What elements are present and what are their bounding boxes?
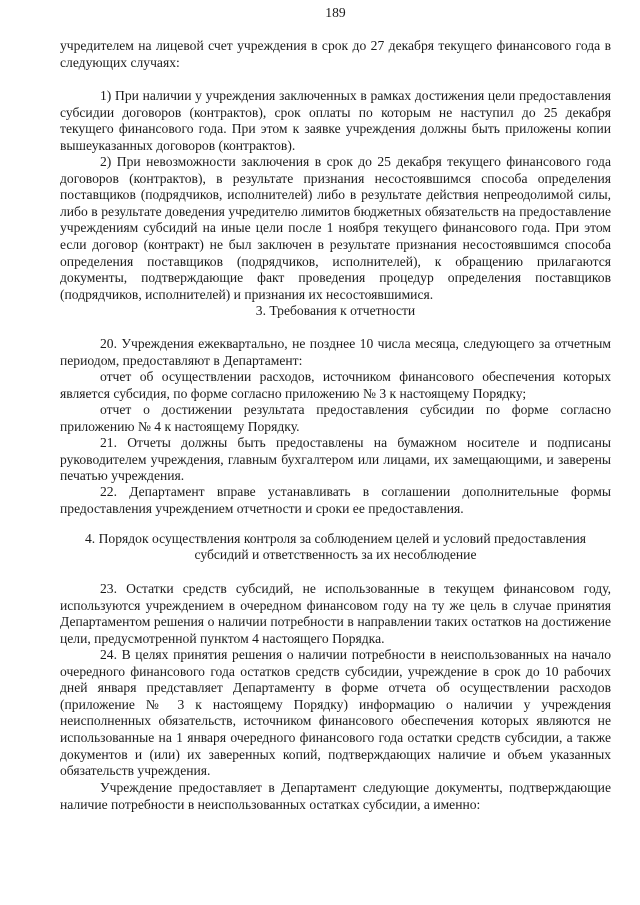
paragraph-22: 22. Департамент вправе устанавливать в соглашении дополнительные формы предоставления учреждением отчетности и сроки ее предоставления.: [60, 484, 611, 516]
paragraph-item-1: 1) При наличии у учреждения заключенных в рамках достижения цели предоставления субсидии договоров (контрактов), срок оплаты по которым не наступил до 25 декабря текущего финансового года. При этом к заявке учреждения должны быть приложены копии вышеуказанных договоров (контрактов).: [60, 88, 611, 153]
paragraph-23: 23. Остатки средств субсидий, не использованные в текущем финансовом году, используются учреждением в очередном финансовом году на ту же цель в случае принятия Департаментом решения о наличии потребности в направлении таких остатков на достижение цели, предусмотренной пунктом 4 настоящего Порядка.: [60, 581, 611, 646]
paragraph-intro: учредителем на лицевой счет учреждения в срок до 27 декабря текущего финансового года в следующих случаях:: [60, 38, 611, 70]
section-heading-4-line-1: 4. Порядок осуществления контроля за соблюдением целей и условий предоставления: [84, 531, 587, 546]
paragraph-24: 24. В целях принятия решения о наличии потребности в неиспользованных на начало очередного финансового года остатков средств субсидии, учреждение в срок до 10 рабочих дней января представляет Департаменту в форме отчета об осуществлении расходов (приложение № 3 к настоящему Порядку) информацию о наличии у учреждения неисполненных обязательств, источником финансового обеспечения которых являются не использованные на 1 января очередного финансового года остатки средств субсидии, а также документов и (или) их заверенных копий, подтверждающих наличие и объем указанных обязательств учреждения.: [60, 647, 611, 779]
paragraph-item-2: 2) При невозможности заключения в срок до 25 декабря текущего финансового года договоров (контрактов), в результате признания несостоявшимся способа определения поставщиков (подрядчиков, исполнителей) либо в результате действия непреодолимой силы, либо в результате доведения учредителю лимитов бюджетных обязательств на предоставление учреждениям субсидий на иные цели после 1 ноября текущего финансового года. При этом если договор (контракт) не был заключен в результате признания несостоявшимся способа определения поставщиков (подрядчиков, исполнителей), к обращению прилагаются документы, подтверждающие факт проведения процедур определения поставщиков (подрядчиков, исполнителей) и признания их несостоявшимися.: [60, 154, 611, 302]
paragraph-documents-list: Учреждение предоставляет в Департамент следующие документы, подтверждающие наличие потребности в неиспользованных остатках субсидии, а именно:: [60, 780, 611, 812]
paragraph-20: 20. Учреждения ежеквартально, не позднее 10 числа месяца, следующего за отчетным периодом, предоставляют в Департамент:: [60, 336, 611, 368]
section-heading-3: 3. Требования к отчетности: [255, 303, 416, 318]
section-heading-4-line-2: субсидий и ответственность за их несоблюдение: [194, 547, 477, 562]
paragraph-20-report-results: отчет о достижении результата предоставления субсидии по форме согласно приложению № 4 к настоящему Порядку.: [60, 402, 611, 434]
paragraph-21: 21. Отчеты должны быть предоставлены на бумажном носителе и подписаны руководителем учреждения, главным бухгалтером или лицами, их замещающими, и заверены печатью учреждения.: [60, 435, 611, 484]
paragraph-20-report-expenses: отчет об осуществлении расходов, источником финансового обеспечения которых является субсидия, по форме согласно приложению № 3 к настоящему Порядку;: [60, 369, 611, 401]
document-page: [60, 0, 611, 905]
page-number: 189: [325, 5, 346, 20]
